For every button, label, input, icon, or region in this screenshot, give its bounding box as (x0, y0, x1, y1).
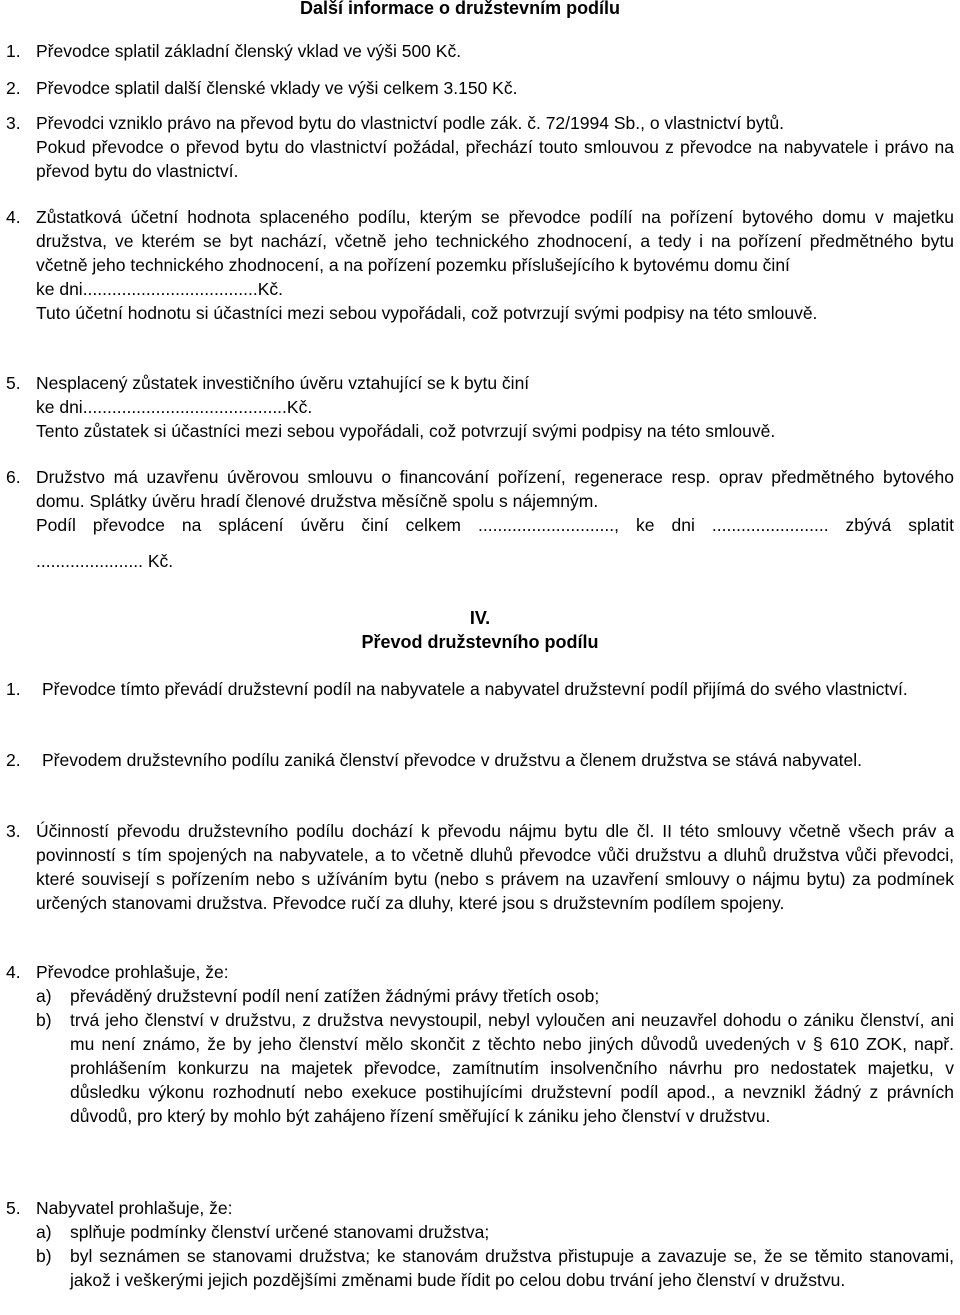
item-text: Převodce splatil základní členský vklad ve výši 500 Kč. (36, 41, 462, 61)
sub-item-text: trvá jeho členství v družstvu, z družstva nevystoupil, nebyl vyloučen ani neuzavřel dohodu o zániku členství, ani mu není známo, že by jeho členství mělo skončit z těchto nebo jiných důvodů uvedených v § 610 ZOK, např. prohlášením konkurzu na majetek převodce, zamítnutím insolvenčního návrhu pro nedostatek majetku, v důsledku výkonu rozhodnutí nebo exekuce postihujícími družstevní podíl apod., a nevznikl žádný z právních důvodů, pro který by mohlo být zahájeno řízení směřující k zániku jeho členství v družstvu. (70, 1010, 954, 1126)
sub-item (36, 1008, 954, 1128)
amount-line: ke dni..........................................Kč. (36, 397, 313, 417)
item-number: 5. (6, 1198, 21, 1218)
item-text: Zůstatková účetní hodnota splaceného podílu, kterým se převodce podílí na pořízení bytového domu v majetku družstva, ve kterém se byt nachází, včetně jeho technického zhodnocení, a tedy i na pořízení předmětného bytu včetně jeho technického zhodnocení, a na pořízení pozemku příslušejícího k bytovému domu činí (36, 207, 954, 275)
item-text: Převodce splatil další členské vklady ve výši celkem 3.150 Kč. (36, 78, 518, 98)
item-number: 5. (6, 373, 21, 393)
section-number: IV. (469, 608, 491, 628)
sub-item-text: byl seznámen se stanovami družstva; ke stanovám družstva přistupuje a zavazuje se, že se těmito stanovami, jakož i veškerými jejich pozdějšími změnami bude řídit po celou dobu trvání jeho členství v družstvu. (70, 1246, 954, 1290)
item-body (36, 111, 954, 183)
item-number: 3. (6, 821, 21, 841)
item-number: 3. (6, 113, 21, 133)
sub-item (36, 1244, 954, 1292)
amount-line: ...................... Kč. (36, 551, 174, 571)
item-text: Převodci vzniklo právo na převod bytu do vlastnictví podle zák. č. 72/1994 Sb., o vlastnictví bytů. (36, 113, 785, 133)
item-text: Tento zůstatek si účastníci mezi sebou vypořádali, což potvrzují svými podpisy na této smlouvě. (36, 421, 776, 441)
amount-line: ke dni....................................Kč. (36, 279, 284, 299)
section-heading: Převod družstevního podílu (361, 632, 599, 652)
item-number: 4. (6, 962, 21, 982)
item-text: Družstvo má uzavřenu úvěrovou smlouvu o financování pořízení, regenerace resp. oprav předmětného bytového domu. Splátky úvěru hradí členové družstva měsíčně spolu s nájemným. (36, 467, 954, 511)
item-body (36, 960, 954, 1128)
item-number: 1. (6, 41, 21, 61)
list-item (6, 819, 954, 915)
list-item (6, 111, 954, 183)
list-item (6, 960, 954, 1128)
item-number: 6. (6, 467, 21, 487)
item-body (36, 371, 954, 443)
sub-item-label: b) (36, 1246, 52, 1266)
item-number: 4. (6, 207, 21, 227)
item-text: Převodem družstevního podílu zaniká členství převodce v družstvu a členem družstva se stává nabyvatel. (42, 750, 863, 770)
list-item (6, 1196, 954, 1292)
item-text: Nesplacený zůstatek investičního úvěru vztahující se k bytu činí (36, 373, 530, 393)
item-number: 2. (6, 750, 21, 770)
sub-item (36, 984, 954, 1008)
list-item (6, 677, 954, 701)
item-text: Tuto účetní hodnotu si účastníci mezi sebou vypořádali, což potvrzují svými podpisy na této smlouvě. (36, 303, 818, 323)
item-number: 2. (6, 78, 21, 98)
item-body (36, 465, 954, 573)
list-item (6, 748, 954, 772)
sub-item-label: b) (36, 1010, 52, 1030)
sub-item-text: splňuje podmínky členství určené stanovami družstva; (70, 1222, 490, 1242)
sub-item-label: a) (36, 1222, 52, 1242)
list-item (6, 39, 954, 63)
item-intro: Převodce prohlašuje, že: (36, 962, 229, 982)
item-number: 1. (6, 679, 21, 699)
item-body (36, 1196, 954, 1292)
item-intro: Nabyvatel prohlašuje, že: (36, 1198, 233, 1218)
sub-item (36, 1220, 954, 1244)
list-item (6, 465, 954, 573)
item-text: Převodce tímto převádí družstevní podíl na nabyvatele a nabyvatel družstevní podíl přijímá do svého vlastnictví. (42, 679, 908, 699)
item-body (36, 205, 954, 325)
item-text: Pokud převodce o převod bytu do vlastnictví požádal, přechází touto smlouvou z převodce na nabyvatele i právo na převod bytu do vlastnictví. (36, 137, 954, 181)
list-item (6, 76, 954, 100)
list-item (6, 205, 954, 325)
item-text: Podíl převodce na splácení úvěru činí celkem ............................, ke dni ........................ zbývá splatit (36, 515, 954, 535)
section-heading: Další informace o družstevním podílu (300, 0, 621, 18)
list-item (6, 371, 954, 443)
item-text: Účinností převodu družstevního podílu dochází k převodu nájmu bytu dle čl. II této smlouvy včetně všech práv a povinností s tím spojených na nabyvatele, a to včetně dluhů převodce vůči družstvu a dluhů družstva vůči převodci, které souvisejí s pořízením nebo s užíváním bytu (nebo s právem na uzavření smlouvy o nájmu bytu) za podmínek určených stanovami družstva. Převodce ručí za dluhy, které jsou s družstevním podílem spojeny. (36, 821, 954, 913)
sub-item-label: a) (36, 986, 52, 1006)
sub-item-text: převáděný družstevní podíl není zatížen žádnými právy třetích osob; (70, 986, 600, 1006)
